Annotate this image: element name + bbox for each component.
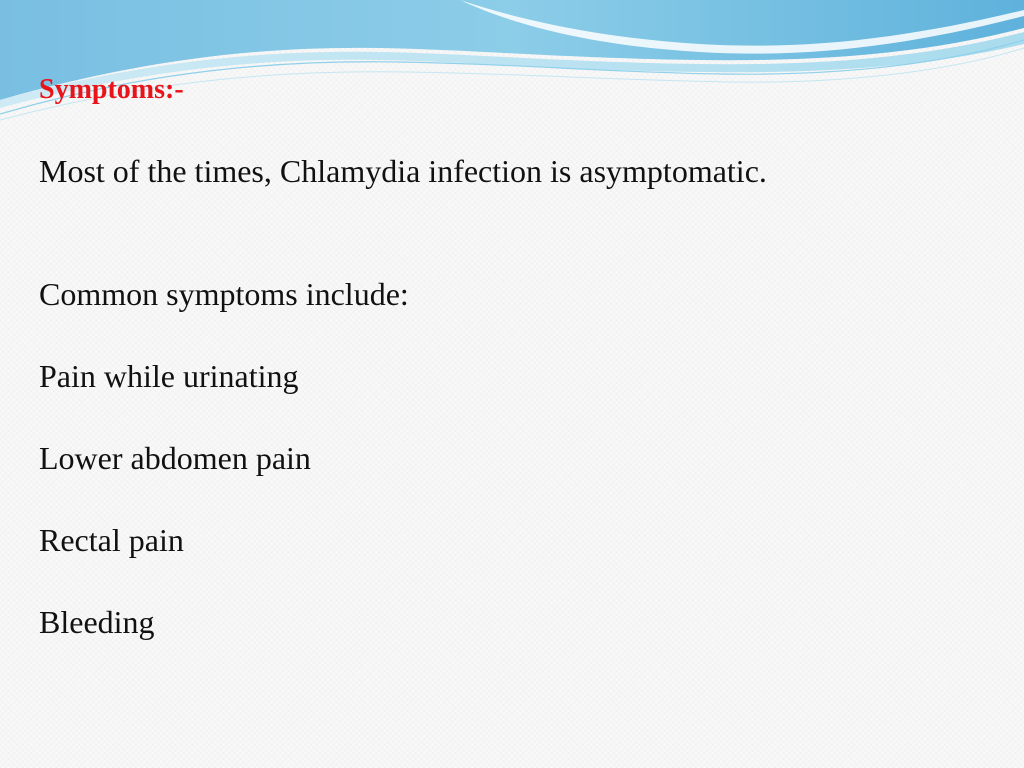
symptom-item: Bleeding [39,604,155,640]
list-heading: Common symptoms include: [39,276,409,312]
slide-title: Symptoms:- [39,74,184,105]
header-wave-decoration [0,0,1024,130]
intro-text: Most of the times, Chlamydia infection is asymptomatic. [39,153,767,189]
symptom-item: Pain while urinating [39,358,299,394]
symptom-item: Rectal pain [39,522,184,558]
symptom-item: Lower abdomen pain [39,440,311,476]
